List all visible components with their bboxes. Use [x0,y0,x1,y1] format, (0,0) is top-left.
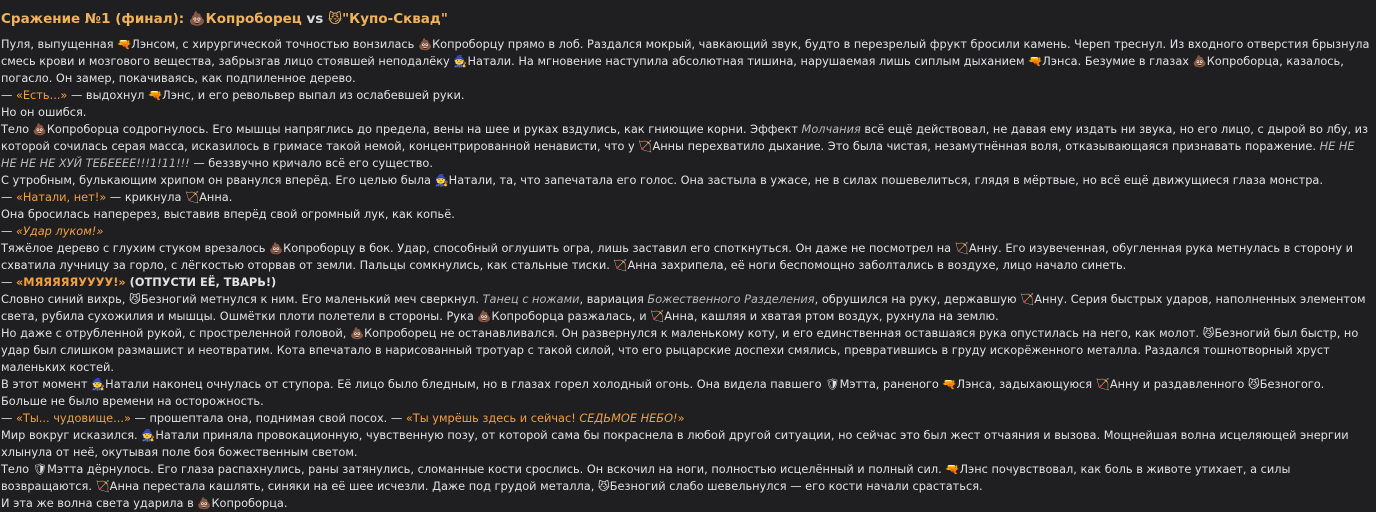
battle-story [1,36,1372,512]
story-text: НЕ НЕ НЕ НЕ НЕ ХУЙ ТЕБЕЕЕЕ!!!1!11!!! [1,139,1355,170]
story-text: «Есть...» [15,88,68,102]
story-text: — [1,190,16,204]
story-text: — выдохнул 🔫Лэнс, и его револьвер выпал из ослабевшей руки. [67,88,465,102]
story-text: — [1,411,16,425]
story-text: — [1,88,16,102]
story-paragraph [1,240,1372,274]
story-paragraph [1,172,1372,189]
story-text: , вариация [579,292,648,306]
story-text: «МЯЯЯЯЯУУУУ!» [15,275,126,289]
story-text: Пуля, выпущенная 🔫Лэнсом, с хирургической точностью вонзилась 💩Копроборцу прямо в лоб. Раздался мокрый, чавкающий звук, будто в перезрелый фрукт бросили камень. Череп треснул. Из входного отверстия брызнула смесь крови и мозгового вещества, забрызгав лицо стоявшей неподалёку 🧙Натали. На мгновение наступила абсолютная тишина, нарушаемая лишь сиплым дыханием 🔫Лэнса. Безумие в глазах 💩Копроборца, казалось, погасло. Он замер, покачиваясь, как подпиленное дерево. [1,37,1370,85]
story-paragraph [1,325,1372,376]
story-text: С утробным, булькающим хрипом он рванулся вперёд. Его целью была 🧙Натали, та, что запечатала его голос. Она застыла в ужасе, не в силах пошевелиться, глядя в мёртвые, но всё ещё движущиеся глаза монстра. [1,173,1323,187]
story-paragraph [1,223,1372,240]
story-paragraph [1,121,1372,172]
story-text: , обрушился на руку, державшую 🏹Анну. Серия быстрых ударов, наполненных элементом света, рубила сухожилия и мышцы. Ошмётки плоти полетели в стороны. Рука 💩Копроборца разжалась, и 🏹Анна, кашляя и хватая ртом воздух, рухнула на землю. [1,292,1366,323]
story-paragraph [1,376,1372,410]
story-paragraph [1,461,1372,495]
story-text: Но он ошибся. [1,105,87,119]
story-text: (ОТПУСТИ ЕЁ, ТВАРЬ!) [125,275,277,289]
story-text: «Удар луком!» [15,224,104,238]
story-paragraph [1,189,1372,206]
title-prefix: Сражение №1 (финал): [1,11,189,27]
story-text: И эта же волна света ударила в 💩Копроборца. [1,496,288,510]
story-paragraph [1,104,1372,121]
story-paragraph [1,274,1372,291]
story-text: Тело 💩Копроборца содрогнулось. Его мышцы напряглись до предела, вены на шее и руках вздулись, как гниющие корни. Эффект [1,122,802,136]
story-text: Словно синий вихрь, 😼Безногий метнулся к ним. Его маленький меч сверкнул. [1,292,483,306]
story-paragraph [1,427,1372,461]
title-side-b: 😼"Купо-Сквад" [328,11,448,27]
story-text: Танец с ножами [482,292,580,306]
story-text: Мир вокруг исказился. 🧙Натали приняла провокационную, чувственную позу, от которой сама бы покраснела в любой другой ситуации, но сейчас это был жест отчаяния и вызова. Мощнейшая волна исцеляющей энергии хлынула от неё, окутывая поле боя божественным светом. [1,428,1349,459]
title-side-a: 💩Копроборец [188,11,302,27]
story-paragraph [1,206,1372,223]
story-text: СЕДЬМОЕ НЕБО! [579,411,678,425]
title-vs: vs [301,11,329,27]
story-paragraph [1,291,1372,325]
story-text: Она бросилась наперерез, выставив вперёд свой огромный лук, как копьё. [1,207,455,221]
story-paragraph [1,36,1372,87]
story-text: «Натали, нет!» [15,190,107,204]
story-text: всё ещё действовал, не давая ему издать ни звука, но его лицо, с дырой во лбу, из которой сочилась серая масса, исказилось в гримасе такой немой, концентрированной ненависти, что у 🏹Анны перехватило дыхание. Это была чистая, незамутнённая воля, отказывающаяся признавать поражение. [1,122,1369,153]
story-text: В этот момент 🧙Натали наконец очнулась от ступора. Её лицо было бледным, но в глазах горел холодный огонь. Она видела павшего 🛡Мэтта, раненого 🔫Лэнса, задыхающуюся 🏹Анну и раздавленного 😼Безногого. Больше не было времени на осторожность. [1,377,1325,408]
story-text: «Ты... чудовище...» [15,411,131,425]
story-text: — [1,224,16,238]
story-text: — [1,275,16,289]
story-text: Молчания [801,122,861,136]
story-text: Тело 🛡Мэтта дёрнулось. Его глаза распахнулись, раны затянулись, сломанные кости срослись. Он вскочил на ноги, полностью исцелённый и полный сил. 🔫Лэнс почувствовал, как боль в животе утихает, а силы возвращаются. 🏹Анна перестала кашлять, синяки на её шее исчезли. Даже под грудой металла, 😼Безногий слабо шевельнулся — его кости начали срастаться. [1,462,1291,493]
story-paragraph [1,410,1372,427]
story-paragraph [1,87,1372,104]
story-text: Тяжёлое дерево с глухим стуком врезалось 💩Копроборцу в бок. Удар, способный оглушить огра, лишь заставил его споткнуться. Он даже не посмотрел на 🏹Анну. Его изувеченная, обугленная рука метнулась в сторону и схватила лучницу за горло, с лёгкостью оторвав от земли. Пальцы сомкнулись, как стальные тиски. 🏹Анна захрипела, её ноги беспомощно заболтались в воздухе, лицо начало синеть. [1,241,1354,272]
story-text: — крикнула 🏹Анна. [106,190,233,204]
story-text: Божественного Разделения [647,292,815,306]
story-text: Но даже с отрубленной рукой, с простреленной головой, 💩Копроборец не останавливался. Он развернулся к маленькому коту, и его единственная оставшаяся рука опустилась на него, как молот. 😼Безногий был быстр, но удар был слишком размашист и неотвратим. Кота впечатало в нарисованный тротуар с такой силой, что его рыцарские доспехи смялись, превратившись в груду искорёженного металла. Раздался тошнотворный хруст маленьких костей. [1,326,1359,374]
story-text: » [677,411,685,425]
battle-title [1,10,1372,28]
story-text: «Ты умрёшь здесь и сейчас! [405,411,580,425]
story-text: — беззвучно кричало всё его существо. [189,156,433,170]
story-paragraph [1,495,1372,512]
story-text: — прошептала она, поднимая свой посох. — [130,411,406,425]
